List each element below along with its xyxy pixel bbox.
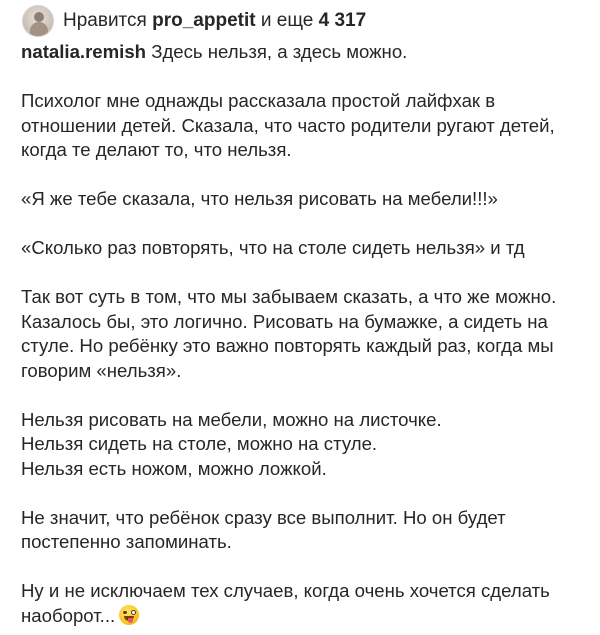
liker-username[interactable]: pro_appetit xyxy=(152,10,256,31)
caption-paragraph-1 xyxy=(21,89,581,163)
caption-line-last xyxy=(21,604,581,629)
zany-face-icon xyxy=(119,605,139,625)
likes-row[interactable] xyxy=(22,4,366,38)
caption-line: когда те делают то, что нельзя. xyxy=(21,139,292,160)
likes-prefix: Нравится xyxy=(63,10,147,31)
caption-line: стуле. Но ребёнку это важно повторять каждый раз, когда мы xyxy=(21,335,554,356)
caption-line: Так вот суть в том, что мы забываем сказать, а что же можно. xyxy=(21,286,557,307)
caption-line: Психолог мне однажды рассказала простой лайфхак в xyxy=(21,90,496,111)
caption-line: «Я же тебе сказала, что нельзя рисовать на мебели!!!» xyxy=(21,188,498,209)
caption-paragraph-3 xyxy=(21,236,581,261)
caption-line: Нельзя есть ножом, можно ложкой. xyxy=(21,457,327,479)
caption-line: говорим «нельзя». xyxy=(21,359,182,381)
caption-line: Нельзя рисовать на мебели, можно на листочке. xyxy=(21,408,442,430)
caption-line: отношении детей. Сказала, что часто родители ругают детей, xyxy=(21,114,555,136)
caption-line: Ну и не исключаем тех случаев, когда очень хочется сделать xyxy=(21,580,550,601)
caption-line: Не значит, что ребёнок сразу все выполнит. Но он будет xyxy=(21,506,506,528)
liker-avatar[interactable] xyxy=(22,5,54,37)
caption-title: Здесь нельзя, а здесь можно. xyxy=(151,41,408,62)
likes-summary[interactable] xyxy=(63,10,366,32)
likes-count[interactable]: 4 317 xyxy=(318,10,367,31)
caption-paragraph-7 xyxy=(21,579,581,628)
caption-username[interactable]: natalia.remish xyxy=(21,41,147,62)
caption-first-line xyxy=(21,40,581,65)
caption-line: Казалось бы, это логично. Рисовать на бумажке, а сидеть на xyxy=(21,310,548,332)
caption-line: «Сколько раз повторять, что на столе сидеть нельзя» и тд xyxy=(21,237,525,258)
likes-connector: и еще xyxy=(260,10,314,31)
caption-line: Нельзя сидеть на столе, можно на стуле. xyxy=(21,433,378,454)
post-caption xyxy=(21,40,581,628)
caption-paragraph-4 xyxy=(21,285,581,383)
caption-line-text: наоборот... xyxy=(21,604,116,626)
caption-paragraph-6 xyxy=(21,506,581,555)
caption-line: постепенно запоминать. xyxy=(21,531,232,552)
caption-paragraph-5 xyxy=(21,408,581,482)
caption-paragraph-2 xyxy=(21,187,581,212)
